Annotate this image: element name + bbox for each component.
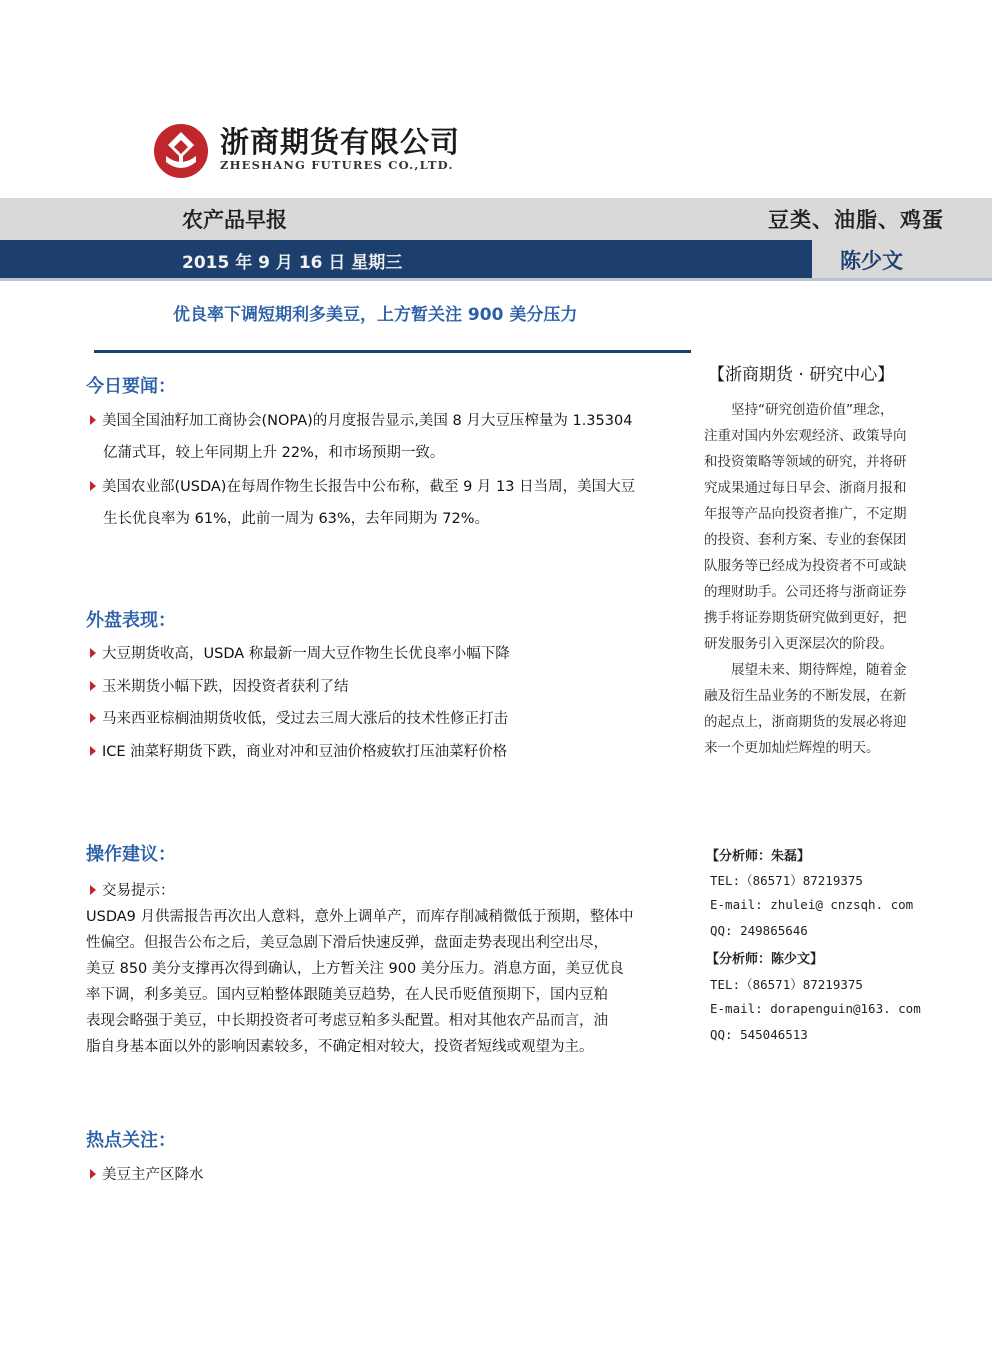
bullet-arrow-icon <box>90 1169 96 1179</box>
company-name-cn: 浙商期货有限公司 <box>220 125 461 159</box>
bullet-arrow-icon <box>90 681 96 691</box>
list-item: ICE 油菜籽期货下跌，商业对冲和豆油价格疲软打压油菜籽价格 <box>90 739 690 765</box>
headline-rule <box>94 350 691 353</box>
list-item-continuation: 亿蒲式耳，较上年同期上升 22%，和市场预期一致。 <box>103 445 445 461</box>
company-logo-icon <box>152 122 210 180</box>
bullet-arrow-icon <box>90 713 96 723</box>
section-title-advice: 操作建议： <box>86 844 176 865</box>
headline: 优良率下调短期利多美豆，上方暂关注 900 美分压力 <box>173 305 578 325</box>
company-name-en: ZHESHANG FUTURES CO.,LTD. <box>220 158 454 172</box>
section-title-foreign-market: 外盘表现： <box>86 610 176 631</box>
bullet-arrow-icon <box>90 648 96 658</box>
list-item: 大豆期货收高，USDA 称最新一周大豆作物生长优良率小幅下降 <box>90 641 690 667</box>
analyst-tel: TEL:（86571）87219375 <box>710 873 863 888</box>
section-title-today-news: 今日要闻： <box>86 376 176 397</box>
list-item: 美国农业部(USDA)在每周作物生长报告中公布称，截至 9 月 13 日当周，美国大豆 <box>90 474 690 500</box>
sidebar-title: 【浙商期货 · 研究中心】 <box>708 365 895 385</box>
author-name: 陈少文 <box>840 249 903 273</box>
bullet-arrow-icon <box>90 481 96 491</box>
trade-tip-label: 交易提示： <box>90 878 690 904</box>
analyst-qq: QQ: 545046513 <box>710 1027 808 1042</box>
analyst-label: 【分析师：朱磊】 <box>706 849 811 864</box>
analyst-label: 【分析师：陈少文】 <box>706 952 824 967</box>
report-category: 豆类、油脂、鸡蛋 <box>768 208 944 232</box>
analyst-email: E-mail: zhulei@ cnzsqh. com <box>710 897 914 912</box>
report-date: 2015 年 9 月 16 日 星期三 <box>182 253 403 273</box>
analyst-qq: QQ: 249865646 <box>710 923 808 938</box>
bullet-arrow-icon <box>90 415 96 425</box>
advice-paragraph: USDA9 月供需报告再次出人意料，意外上调单产，而库存削减稍微低于预期，整体中 性偏空。但报告公布之后，美豆急剧下滑后快速反弹，盘面走势表现出利空出尽， 美豆 850 美分支撑再次得到确认，上方暂关注 900 美分压力。消息方面，美豆优良 率下调，利多美豆。国内豆粕整体跟随美豆趋势，在人民币贬值预期下，国内豆粕 表现会略强于美豆，中长期投资者可考虑豆粕多头配置。相对其他农产品而言，油 脂自身基本面以外的影响因素较多，不确定相对较大，投资者短线或观望为主。 <box>86 909 634 1055</box>
list-item: 美国全国油籽加工商协会(NOPA)的月度报告显示,美国 8 月大豆压榨量为 1.35304 <box>90 408 690 434</box>
list-item-continuation: 生长优良率为 61%，此前一周为 63%，去年同期为 72%。 <box>103 511 490 527</box>
sidebar-intro-paragraph: 坚持“研究创造价值”理念， 注重对国内外宏观经济、政策导向 和投资策略等领域的研究，并将研 究成果通过每日早会、浙商月报和 年报等产品向投资者推广，不定期 的投资、套利方案、专业的套保团 队服务等已经成为投资者不可或缺 的理财助手。公司还将与浙商证券 携手将证券期货研究做到更好，把 研发服务引入更深层次的阶段。 <box>704 402 907 652</box>
list-item: 马来西亚棕榈油期货收低，受过去三周大涨后的技术性修正打击 <box>90 706 690 732</box>
section-title-hotspot: 热点关注： <box>86 1130 176 1151</box>
analyst-email: E-mail: dorapenguin@163. com <box>710 1001 921 1016</box>
bullet-arrow-icon <box>90 746 96 756</box>
sidebar-outlook-paragraph: 展望未来、期待辉煌，随着金 融及衍生品业务的不断发展，在新 的起点上，浙商期货的发展必将迎 来一个更加灿烂辉煌的明天。 <box>704 662 907 756</box>
report-type: 农产品早报 <box>182 208 287 232</box>
list-item: 美豆主产区降水 <box>90 1162 690 1188</box>
date-band-underline <box>0 278 992 281</box>
analyst-tel: TEL:（86571）87219375 <box>710 977 863 992</box>
list-item: 玉米期货小幅下跌，因投资者获利了结 <box>90 674 690 700</box>
bullet-arrow-icon <box>90 885 96 895</box>
